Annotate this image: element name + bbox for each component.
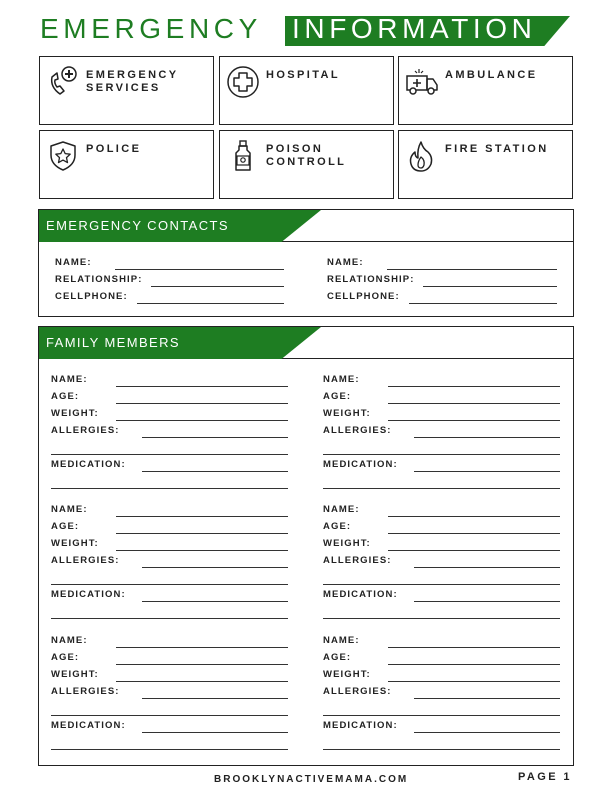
field-label: NAME: (323, 504, 360, 515)
field-label: ALLERGIES: (51, 686, 120, 697)
blank-line-field[interactable] (409, 303, 557, 304)
blank-line-field[interactable] (116, 664, 288, 665)
field-label: WEIGHT: (51, 538, 99, 549)
blank-line-field[interactable] (51, 715, 288, 716)
blank-line-field[interactable] (115, 269, 284, 270)
service-label: POLICE (86, 143, 142, 155)
contact-1-relationship-field[interactable] (55, 274, 284, 288)
ambulance-icon (405, 65, 439, 99)
field-label: MEDICATION: (323, 459, 398, 470)
field-label: ALLERGIES: (323, 425, 392, 436)
member-3-name-field[interactable] (51, 504, 288, 518)
field-label: CELLPHONE: (327, 291, 400, 302)
contact-2-cellphone-field[interactable] (327, 291, 557, 305)
service-box-police[interactable] (39, 130, 214, 199)
blank-line-field[interactable] (414, 567, 560, 568)
field-label: ALLERGIES: (51, 425, 120, 436)
service-label: HOSPITAL (266, 69, 340, 81)
blank-line-field[interactable] (414, 601, 560, 602)
member-2-name-field[interactable] (323, 374, 560, 388)
field-label: AGE: (323, 391, 352, 402)
blank-line-field[interactable] (116, 403, 288, 404)
page-title (40, 12, 580, 46)
contact-2-relationship-field[interactable] (327, 274, 557, 288)
blank-line-field[interactable] (151, 286, 284, 287)
blank-line-field[interactable] (423, 286, 557, 287)
blank-line-field[interactable] (414, 698, 560, 699)
member-5-weight-field[interactable] (51, 669, 288, 683)
member-5-continuation-field[interactable] (51, 737, 288, 751)
section-header (39, 210, 573, 242)
section-title: FAMILY MEMBERS (46, 335, 180, 350)
title-emergency: EMERGENCY (40, 13, 262, 44)
field-label: AGE: (323, 652, 352, 663)
member-2-continuation-field[interactable] (323, 476, 560, 490)
blank-line-field[interactable] (323, 488, 560, 489)
member-6-continuation-field[interactable] (323, 703, 560, 717)
member-1-allergies-field[interactable] (51, 425, 288, 439)
police-badge-icon (46, 139, 80, 173)
blank-line-field[interactable] (323, 715, 560, 716)
blank-line-field[interactable] (51, 454, 288, 455)
service-label: POISON CONTROLL (266, 143, 347, 168)
blank-line-field[interactable] (414, 437, 560, 438)
blank-line-field[interactable] (116, 533, 288, 534)
member-1-continuation-field[interactable] (51, 442, 288, 456)
blank-line-field[interactable] (116, 647, 288, 648)
member-2-weight-field[interactable] (323, 408, 560, 422)
section-header (39, 327, 573, 359)
member-4-continuation-field[interactable] (323, 572, 560, 586)
emergency-contacts-section (38, 209, 574, 317)
member-2-medication-field[interactable] (323, 459, 560, 473)
field-label: NAME: (51, 374, 88, 385)
poison-bottle-icon (226, 139, 260, 173)
member-3-allergies-field[interactable] (51, 555, 288, 569)
blank-line-field[interactable] (388, 386, 560, 387)
member-5-allergies-field[interactable] (51, 686, 288, 700)
blank-line-field[interactable] (388, 403, 560, 404)
contact-1-name-field[interactable] (55, 257, 284, 271)
blank-line-field[interactable] (142, 437, 288, 438)
field-label: NAME: (51, 635, 88, 646)
family-members-section (38, 326, 574, 766)
member-1-name-field[interactable] (51, 374, 288, 388)
member-1-weight-field[interactable] (51, 408, 288, 422)
page-number: PAGE 1 (518, 771, 572, 783)
blank-line-field[interactable] (142, 567, 288, 568)
blank-line-field[interactable] (388, 681, 560, 682)
service-box-fire-station[interactable] (398, 130, 573, 199)
member-2-continuation-field[interactable] (323, 442, 560, 456)
field-label: AGE: (51, 521, 80, 532)
field-label: AGE: (51, 391, 80, 402)
blank-line-field[interactable] (142, 471, 288, 472)
blank-line-field[interactable] (323, 618, 560, 619)
member-6-allergies-field[interactable] (323, 686, 560, 700)
field-label: AGE: (51, 652, 80, 663)
member-6-age-field[interactable] (323, 652, 560, 666)
blank-line-field[interactable] (388, 647, 560, 648)
member-5-medication-field[interactable] (51, 720, 288, 734)
blank-line-field[interactable] (51, 749, 288, 750)
field-label: NAME: (327, 257, 364, 268)
member-4-medication-field[interactable] (323, 589, 560, 603)
blank-line-field[interactable] (116, 420, 288, 421)
member-3-continuation-field[interactable] (51, 606, 288, 620)
field-label: RELATIONSHIP: (327, 274, 415, 285)
blank-line-field[interactable] (116, 516, 288, 517)
blank-line-field[interactable] (387, 269, 557, 270)
member-1-continuation-field[interactable] (51, 476, 288, 490)
member-4-allergies-field[interactable] (323, 555, 560, 569)
member-3-age-field[interactable] (51, 521, 288, 535)
blank-line-field[interactable] (414, 732, 560, 733)
blank-line-field[interactable] (388, 664, 560, 665)
member-6-medication-field[interactable] (323, 720, 560, 734)
member-1-medication-field[interactable] (51, 459, 288, 473)
member-4-name-field[interactable] (323, 504, 560, 518)
blank-line-field[interactable] (414, 471, 560, 472)
field-label: NAME: (55, 257, 92, 268)
blank-line-field[interactable] (116, 386, 288, 387)
blank-line-field[interactable] (137, 303, 284, 304)
field-label: NAME: (323, 374, 360, 385)
service-box-hospital[interactable] (219, 56, 394, 125)
blank-line-field[interactable] (142, 732, 288, 733)
member-3-medication-field[interactable] (51, 589, 288, 603)
field-label: ALLERGIES: (323, 686, 392, 697)
blank-line-field[interactable] (388, 533, 560, 534)
field-label: CELLPHONE: (55, 291, 128, 302)
blank-line-field[interactable] (51, 618, 288, 619)
blank-line-field[interactable] (51, 488, 288, 489)
blank-line-field[interactable] (388, 516, 560, 517)
blank-line-field[interactable] (323, 749, 560, 750)
member-5-continuation-field[interactable] (51, 703, 288, 717)
member-6-name-field[interactable] (323, 635, 560, 649)
blank-line-field[interactable] (142, 601, 288, 602)
field-label: WEIGHT: (323, 669, 371, 680)
member-5-name-field[interactable] (51, 635, 288, 649)
blank-line-field[interactable] (51, 584, 288, 585)
member-2-allergies-field[interactable] (323, 425, 560, 439)
member-6-weight-field[interactable] (323, 669, 560, 683)
field-label: ALLERGIES: (51, 555, 120, 566)
blank-line-field[interactable] (323, 454, 560, 455)
blank-line-field[interactable] (142, 698, 288, 699)
section-title: EMERGENCY CONTACTS (46, 218, 229, 233)
field-label: NAME: (51, 504, 88, 515)
field-label: WEIGHT: (51, 669, 99, 680)
field-label: MEDICATION: (51, 589, 126, 600)
field-label: RELATIONSHIP: (55, 274, 143, 285)
member-2-age-field[interactable] (323, 391, 560, 405)
member-3-continuation-field[interactable] (51, 572, 288, 586)
field-label: WEIGHT: (323, 538, 371, 549)
member-4-continuation-field[interactable] (323, 606, 560, 620)
contact-2-name-field[interactable] (327, 257, 557, 271)
member-4-age-field[interactable] (323, 521, 560, 535)
field-label: WEIGHT: (323, 408, 371, 419)
field-label: AGE: (323, 521, 352, 532)
field-label: MEDICATION: (323, 720, 398, 731)
blank-line-field[interactable] (116, 681, 288, 682)
member-6-continuation-field[interactable] (323, 737, 560, 751)
blank-line-field[interactable] (388, 550, 560, 551)
service-label: FIRE STATION (445, 143, 549, 155)
field-label: MEDICATION: (323, 589, 398, 600)
title-information: INFORMATION (292, 13, 537, 44)
service-box-poison-control[interactable] (219, 130, 394, 199)
field-label: ALLERGIES: (323, 555, 392, 566)
field-label: WEIGHT: (51, 408, 99, 419)
blank-line-field[interactable] (323, 584, 560, 585)
field-label: MEDICATION: (51, 459, 126, 470)
footer-website: BROOKLYNACTIVEMAMA.COM (214, 774, 409, 785)
contact-1-cellphone-field[interactable] (55, 291, 284, 305)
service-box-emergency-services[interactable] (39, 56, 214, 125)
blank-line-field[interactable] (388, 420, 560, 421)
field-label: MEDICATION: (51, 720, 126, 731)
phone-medical-icon (46, 65, 80, 99)
member-1-age-field[interactable] (51, 391, 288, 405)
service-label: EMERGENCY SERVICES (86, 69, 179, 94)
hospital-cross-icon (226, 65, 260, 99)
member-3-weight-field[interactable] (51, 538, 288, 552)
member-4-weight-field[interactable] (323, 538, 560, 552)
flame-icon (405, 139, 439, 173)
field-label: NAME: (323, 635, 360, 646)
service-box-ambulance[interactable] (398, 56, 573, 125)
member-5-age-field[interactable] (51, 652, 288, 666)
service-label: AMBULANCE (445, 69, 538, 81)
blank-line-field[interactable] (116, 550, 288, 551)
